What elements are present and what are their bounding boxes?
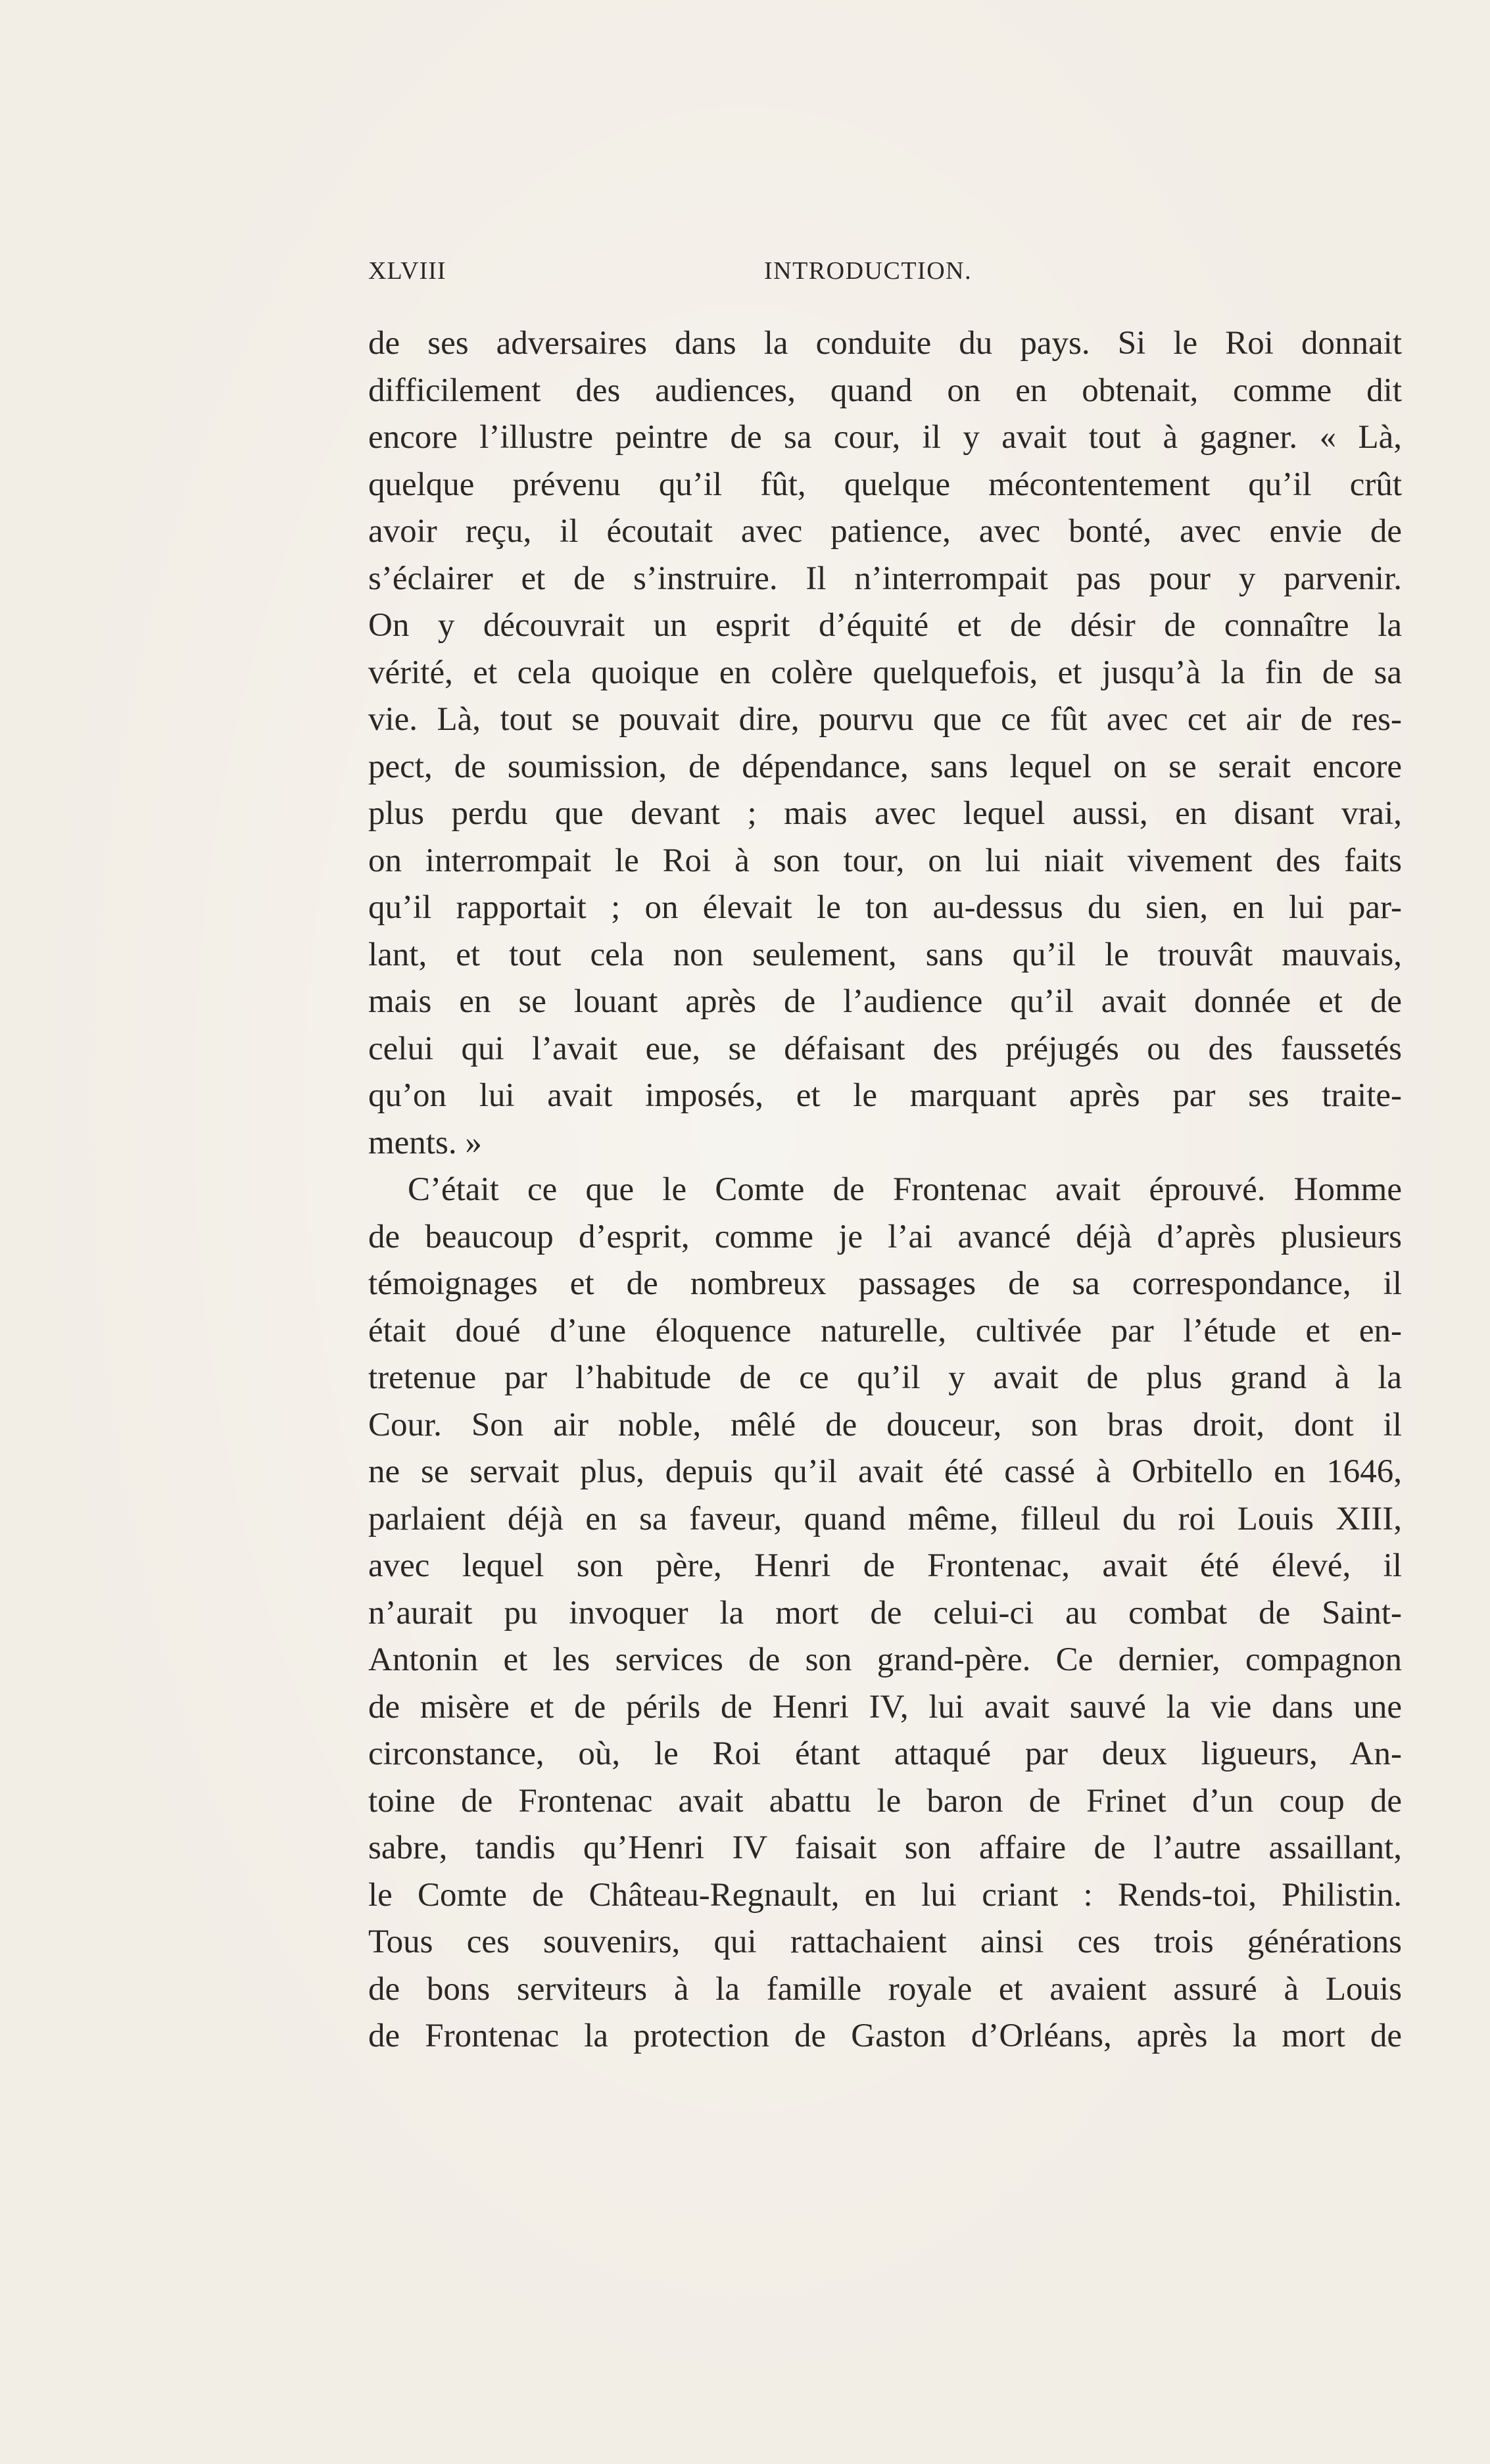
text-line: parlaient déjà en sa faveur, quand même, filleul du roi Louis XIII, [368, 1500, 1402, 1537]
text-line: témoignages et de nombreux passages de sa correspondance, il [368, 1265, 1402, 1302]
text-line: vie. Là, tout se pouvait dire, pourvu que ce fût avec cet air de res- [368, 701, 1402, 738]
running-head: INTRODUCTION. [764, 257, 973, 285]
text-line: pect, de soumission, de dépendance, sans lequel on se serait encore [368, 748, 1402, 785]
text-line: qu’on lui avait imposés, et le marquant après par ses traite- [368, 1077, 1402, 1114]
text-line: n’aurait pu invoquer la mort de celui-ci au combat de Saint- [368, 1594, 1402, 1631]
text-line: le Comte de Château-Regnault, en lui criant : Rends-toi, Philistin. [368, 1876, 1402, 1914]
text-line: Tous ces souvenirs, qui rattachaient ainsi ces trois générations [368, 1923, 1402, 1960]
text-line: de bons serviteurs à la famille royale et avaient assuré à Louis [368, 1970, 1402, 2008]
text-line: on interrompait le Roi à son tour, on lui niait vivement des faits [368, 842, 1402, 879]
text-line: était doué d’une éloquence naturelle, cultivée par l’étude et en- [368, 1312, 1402, 1349]
text-line: On y découvrait un esprit d’équité et de désir de connaître la [368, 607, 1402, 644]
text-line: circonstance, où, le Roi étant attaqué par deux ligueurs, An- [368, 1735, 1402, 1772]
text-line: Antonin et les services de son grand-père. Ce dernier, compagnon [368, 1641, 1402, 1678]
text-line: difficilement des audiences, quand on en obtenait, comme dit [368, 372, 1402, 409]
text-line: encore l’illustre peintre de sa cour, il y avait tout à gagner. « Là, [368, 419, 1402, 456]
text-line: avoir reçu, il écoutait avec patience, avec bonté, avec envie de [368, 513, 1402, 550]
text-line: de misère et de périls de Henri IV, lui avait sauvé la vie dans une [368, 1688, 1402, 1726]
text-line: avec lequel son père, Henri de Frontenac, avait été élevé, il [368, 1547, 1402, 1584]
text-line: lant, et tout cela non seulement, sans qu’il le trouvât mauvais, [368, 936, 1402, 973]
text-line: ne se servait plus, depuis qu’il avait été cassé à Orbitello en 1646, [368, 1453, 1402, 1490]
text-line: ments. » [368, 1124, 482, 1161]
text-line: plus perdu que devant ; mais avec lequel aussi, en disant vrai, [368, 795, 1402, 832]
text-line: tretenue par l’habitude de ce qu’il y avait de plus grand à la [368, 1359, 1402, 1396]
text-line: celui qui l’avait eue, se défaisant des préjugés ou des faussetés [368, 1030, 1402, 1067]
text-line: qu’il rapportait ; on élevait le ton au-dessus du sien, en lui par- [368, 889, 1402, 926]
text-line: s’éclairer et de s’instruire. Il n’interrompait pas pour y parvenir. [368, 560, 1402, 597]
page-header [368, 256, 1402, 296]
text-line: mais en se louant après de l’audience qu’il avait donnée et de [368, 983, 1402, 1020]
page-number: XLVIII [368, 257, 446, 285]
text-line: de ses adversaires dans la conduite du pays. Si le Roi donnait [368, 325, 1402, 362]
text-line: Cour. Son air noble, mêlé de douceur, son bras droit, dont il [368, 1406, 1402, 1443]
text-line: toine de Frontenac avait abattu le baron de Frinet d’un coup de [368, 1782, 1402, 1820]
text-line: de beaucoup d’esprit, comme je l’ai avancé déjà d’après plusieurs [368, 1218, 1402, 1255]
text-line: vérité, et cela quoique en colère quelquefois, et jusqu’à la fin de sa [368, 654, 1402, 691]
text-line: quelque prévenu qu’il fût, quelque mécontentement qu’il crût [368, 466, 1402, 503]
text-line-paragraph-start: C’était ce que le Comte de Frontenac avait éprouvé. Homme [408, 1171, 1402, 1208]
text-line: de Frontenac la protection de Gaston d’Orléans, après la mort de [368, 2017, 1402, 2054]
body-text [368, 320, 1402, 2060]
text-line: sabre, tandis qu’Henri IV faisait son affaire de l’autre assaillant, [368, 1829, 1402, 1866]
